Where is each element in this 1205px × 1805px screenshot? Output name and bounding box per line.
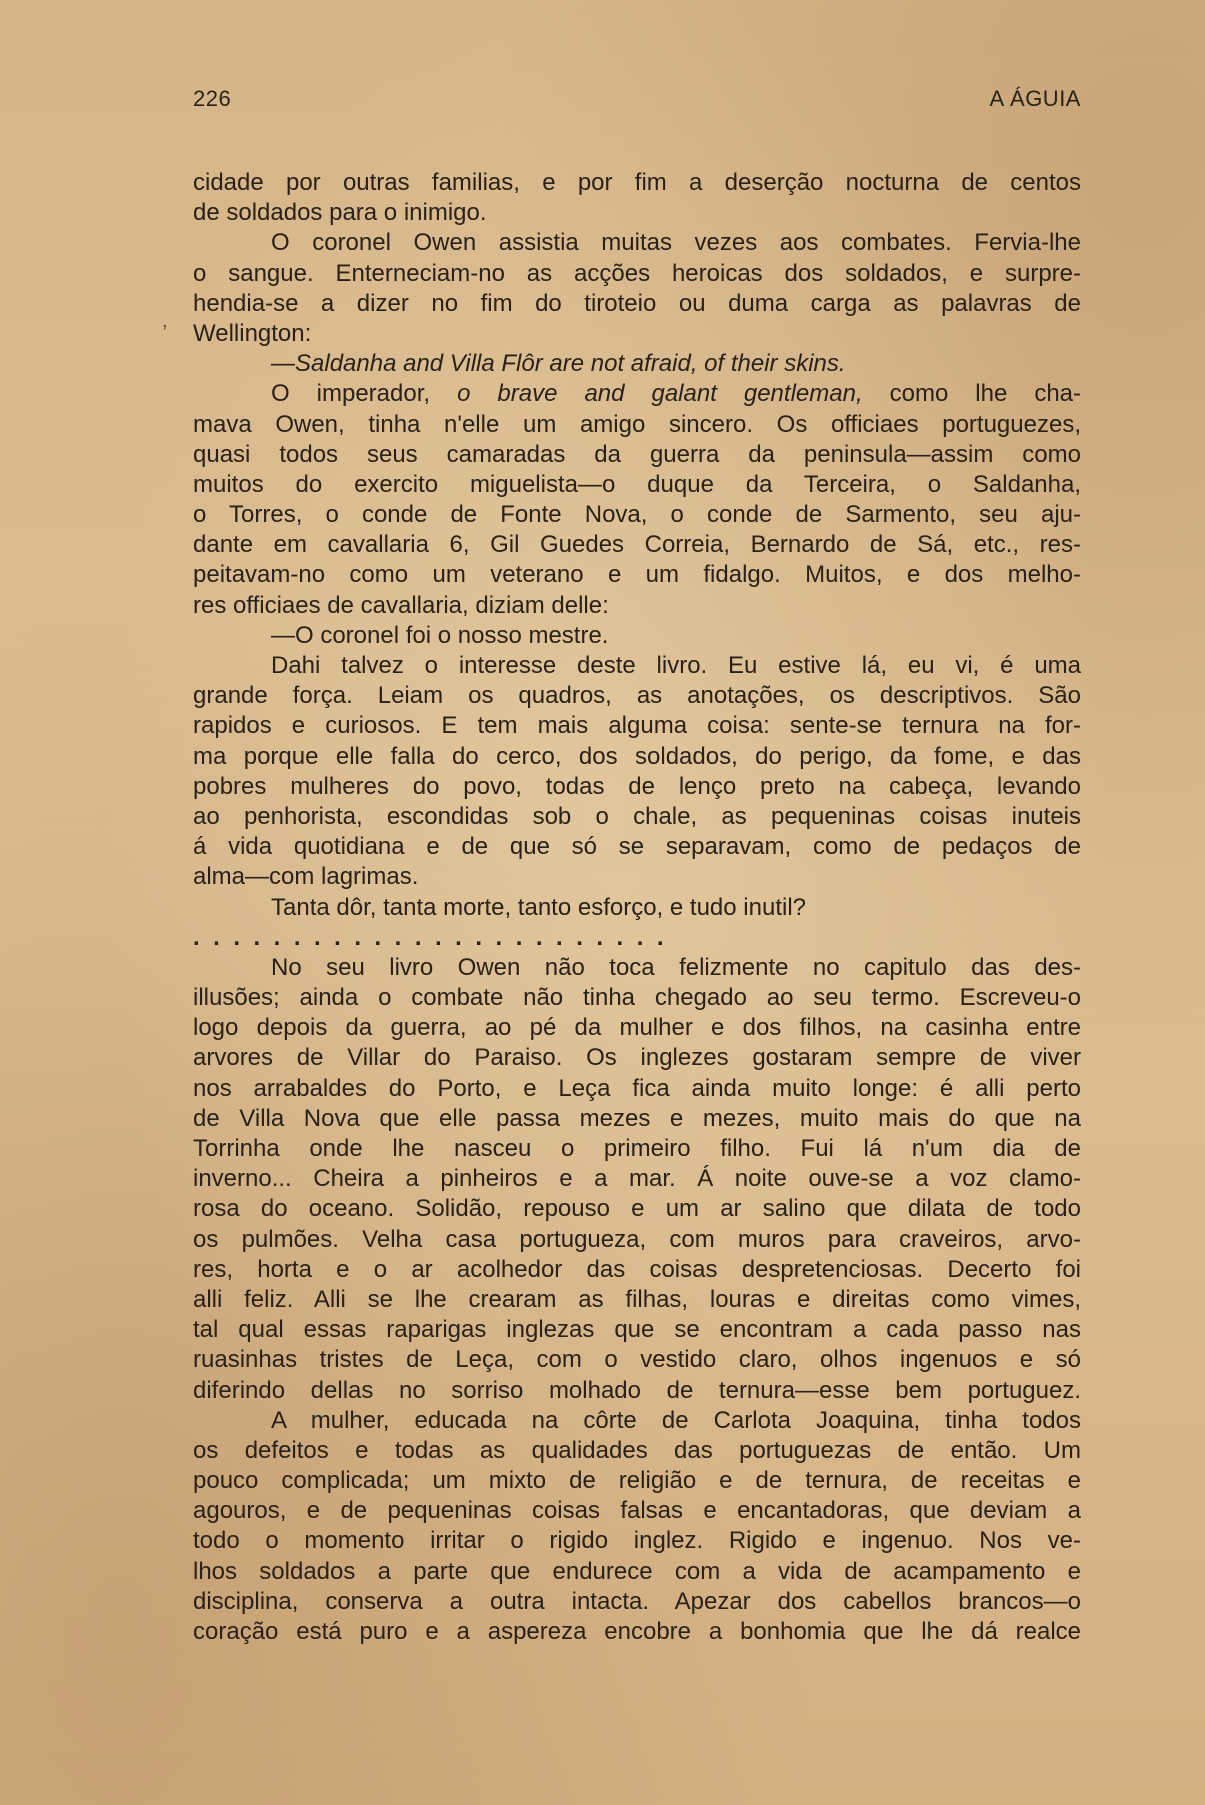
text-line: agouros, e de pequeninas coisas falsas e encantadoras, que deviam a xyxy=(193,1497,1081,1525)
text-line xyxy=(193,349,1081,379)
text-run: como lhe cha- xyxy=(862,380,1081,408)
text-line: hendia-se a dizer no fim do tiroteio ou duma carga as palavras de xyxy=(193,289,1081,317)
text-run: O imperador, xyxy=(271,380,458,408)
text-line: grande força. Leiam os quadros, as anotações, os descriptivos. São xyxy=(193,682,1081,710)
text-line: pouco complicada; um mixto de religião e de ternura, de receitas e xyxy=(193,1467,1081,1495)
text-line: diferindo dellas no sorriso molhado de ternura—esse bem portuguez. xyxy=(193,1376,1081,1404)
text-line: Dahi talvez o interesse deste livro. Eu estive lá, eu vi, é uma xyxy=(271,652,1081,679)
text-line: Tanta dôr, tanta morte, tanto esforço, e tudo inutil? xyxy=(271,893,806,921)
text-line: nos arrabaldes do Porto, e Leça fica ainda muito longe: é alli perto xyxy=(193,1074,1081,1102)
text-line: res, horta e o ar acolhedor das coisas despretenciosas. Decerto foi xyxy=(193,1255,1081,1283)
text-line: tal qual essas raparigas inglezas que se encontram a cada passo nas xyxy=(193,1316,1081,1344)
italic-quote: —Saldanha and Villa Flôr are not afraid, of their skins. xyxy=(271,350,846,378)
text-line: O coronel Owen assistia muitas vezes aos combates. Fervia-lhe xyxy=(271,229,1081,257)
page-number: 226 xyxy=(193,86,232,111)
text-line: Wellington: xyxy=(193,319,312,347)
text-line: A mulher, educada na côrte de Carlota Joaquina, tinha todos xyxy=(271,1406,1081,1434)
text-line: de soldados para o inimigo. xyxy=(193,199,487,227)
text-line: alli feliz. Alli se lhe crearam as filhas, louras e direitas como vimes, xyxy=(193,1285,1081,1313)
text-line: rosa do oceano. Solidão, repouso e um ar salino que dilata de todo xyxy=(193,1195,1081,1223)
running-head xyxy=(193,86,1081,120)
text-line: á vida quotidiana e de que só se separavam, como de pedaços de xyxy=(193,833,1081,861)
text-line: todo o momento irritar o rigido inglez. Rigido e ingenuo. Nos ve- xyxy=(193,1527,1081,1555)
text-line: ........................ xyxy=(193,923,678,951)
text-line: o Torres, o conde de Fonte Nova, o conde de Sarmento, seu aju- xyxy=(193,501,1081,529)
text-line: o sangue. Enterneciam-no as acções heroicas dos soldados, e surpre- xyxy=(193,259,1081,287)
margin-mark: , xyxy=(162,310,168,332)
text-line: res officiaes de cavallaria, diziam delle: xyxy=(193,591,609,619)
text-line: coração está puro e a aspereza encobre a bonhomia que lhe dá realce xyxy=(193,1618,1081,1645)
text-line: —O coronel foi o nosso mestre. xyxy=(271,621,609,649)
text-line: rapidos e curiosos. E tem mais alguma coisa: sente-se ternura na for- xyxy=(193,712,1081,740)
text-line: de Villa Nova que elle passa mezes e mezes, muito mais do que na xyxy=(193,1104,1081,1132)
text-line: arvores de Villar do Paraiso. Os inglezes gostaram sempre de viver xyxy=(193,1044,1081,1072)
text-line: ao penhorista, escondidas sob o chale, as pequeninas coisas inuteis xyxy=(193,802,1081,830)
text-line: logo depois da guerra, ao pé da mulher e dos filhos, na casinha entre xyxy=(193,1014,1081,1042)
text-line: ma porque elle falla do cerco, dos soldados, do perigo, da fome, e das xyxy=(193,742,1081,770)
text-line: quasi todos seus camaradas da guerra da peninsula—assim como xyxy=(193,440,1081,468)
text-line xyxy=(193,379,1081,409)
running-title: A ÁGUIA xyxy=(989,86,1081,111)
text-line: alma—com lagrimas. xyxy=(193,863,419,891)
text-line: No seu livro Owen não toca felizmente no capitulo das des- xyxy=(271,953,1081,981)
text-line: disciplina, conserva a outra intacta. Apezar dos cabellos brancos—o xyxy=(193,1587,1081,1615)
text-line: muitos do exercito miguelista—o duque da Terceira, o Saldanha, xyxy=(193,470,1081,498)
text-line: cidade por outras familias, e por fim a deserção nocturna de centos xyxy=(193,169,1081,196)
text-line: inverno... Cheira a pinheiros e a mar. Á noite ouve-se a voz clamo- xyxy=(193,1165,1081,1193)
text-line: illusões; ainda o combate não tinha chegado ao seu termo. Escreveu-o xyxy=(193,984,1081,1012)
text-line: os defeitos e todas as qualidades das portuguezas de então. Um xyxy=(193,1436,1081,1464)
text-line: lhos soldados a parte que endurece com a vida de acampamento e xyxy=(193,1557,1081,1585)
text-line: Torrinha onde lhe nasceu o primeiro filho. Fui lá n'um dia de xyxy=(193,1135,1081,1162)
text-line: mava Owen, tinha n'elle um amigo sincero. Os officiaes portuguezes, xyxy=(193,410,1081,438)
text-line: ruasinhas tristes de Leça, com o vestido claro, olhos ingenuos e só xyxy=(193,1346,1081,1374)
text-line: peitavam-no como um veterano e um fidalgo. Muitos, e dos melho- xyxy=(193,561,1081,589)
text-line: dante em cavallaria 6, Gil Guedes Correia, Bernardo de Sá, etc., res- xyxy=(193,531,1081,559)
text-line: os pulmões. Velha casa portugueza, com muros para craveiros, arvo- xyxy=(193,1225,1081,1253)
text-line: pobres mulheres do povo, todas de lenço preto na cabeça, levando xyxy=(193,772,1081,800)
body-text xyxy=(193,168,1081,1647)
italic-phrase: o brave and galant gentleman, xyxy=(457,380,863,408)
